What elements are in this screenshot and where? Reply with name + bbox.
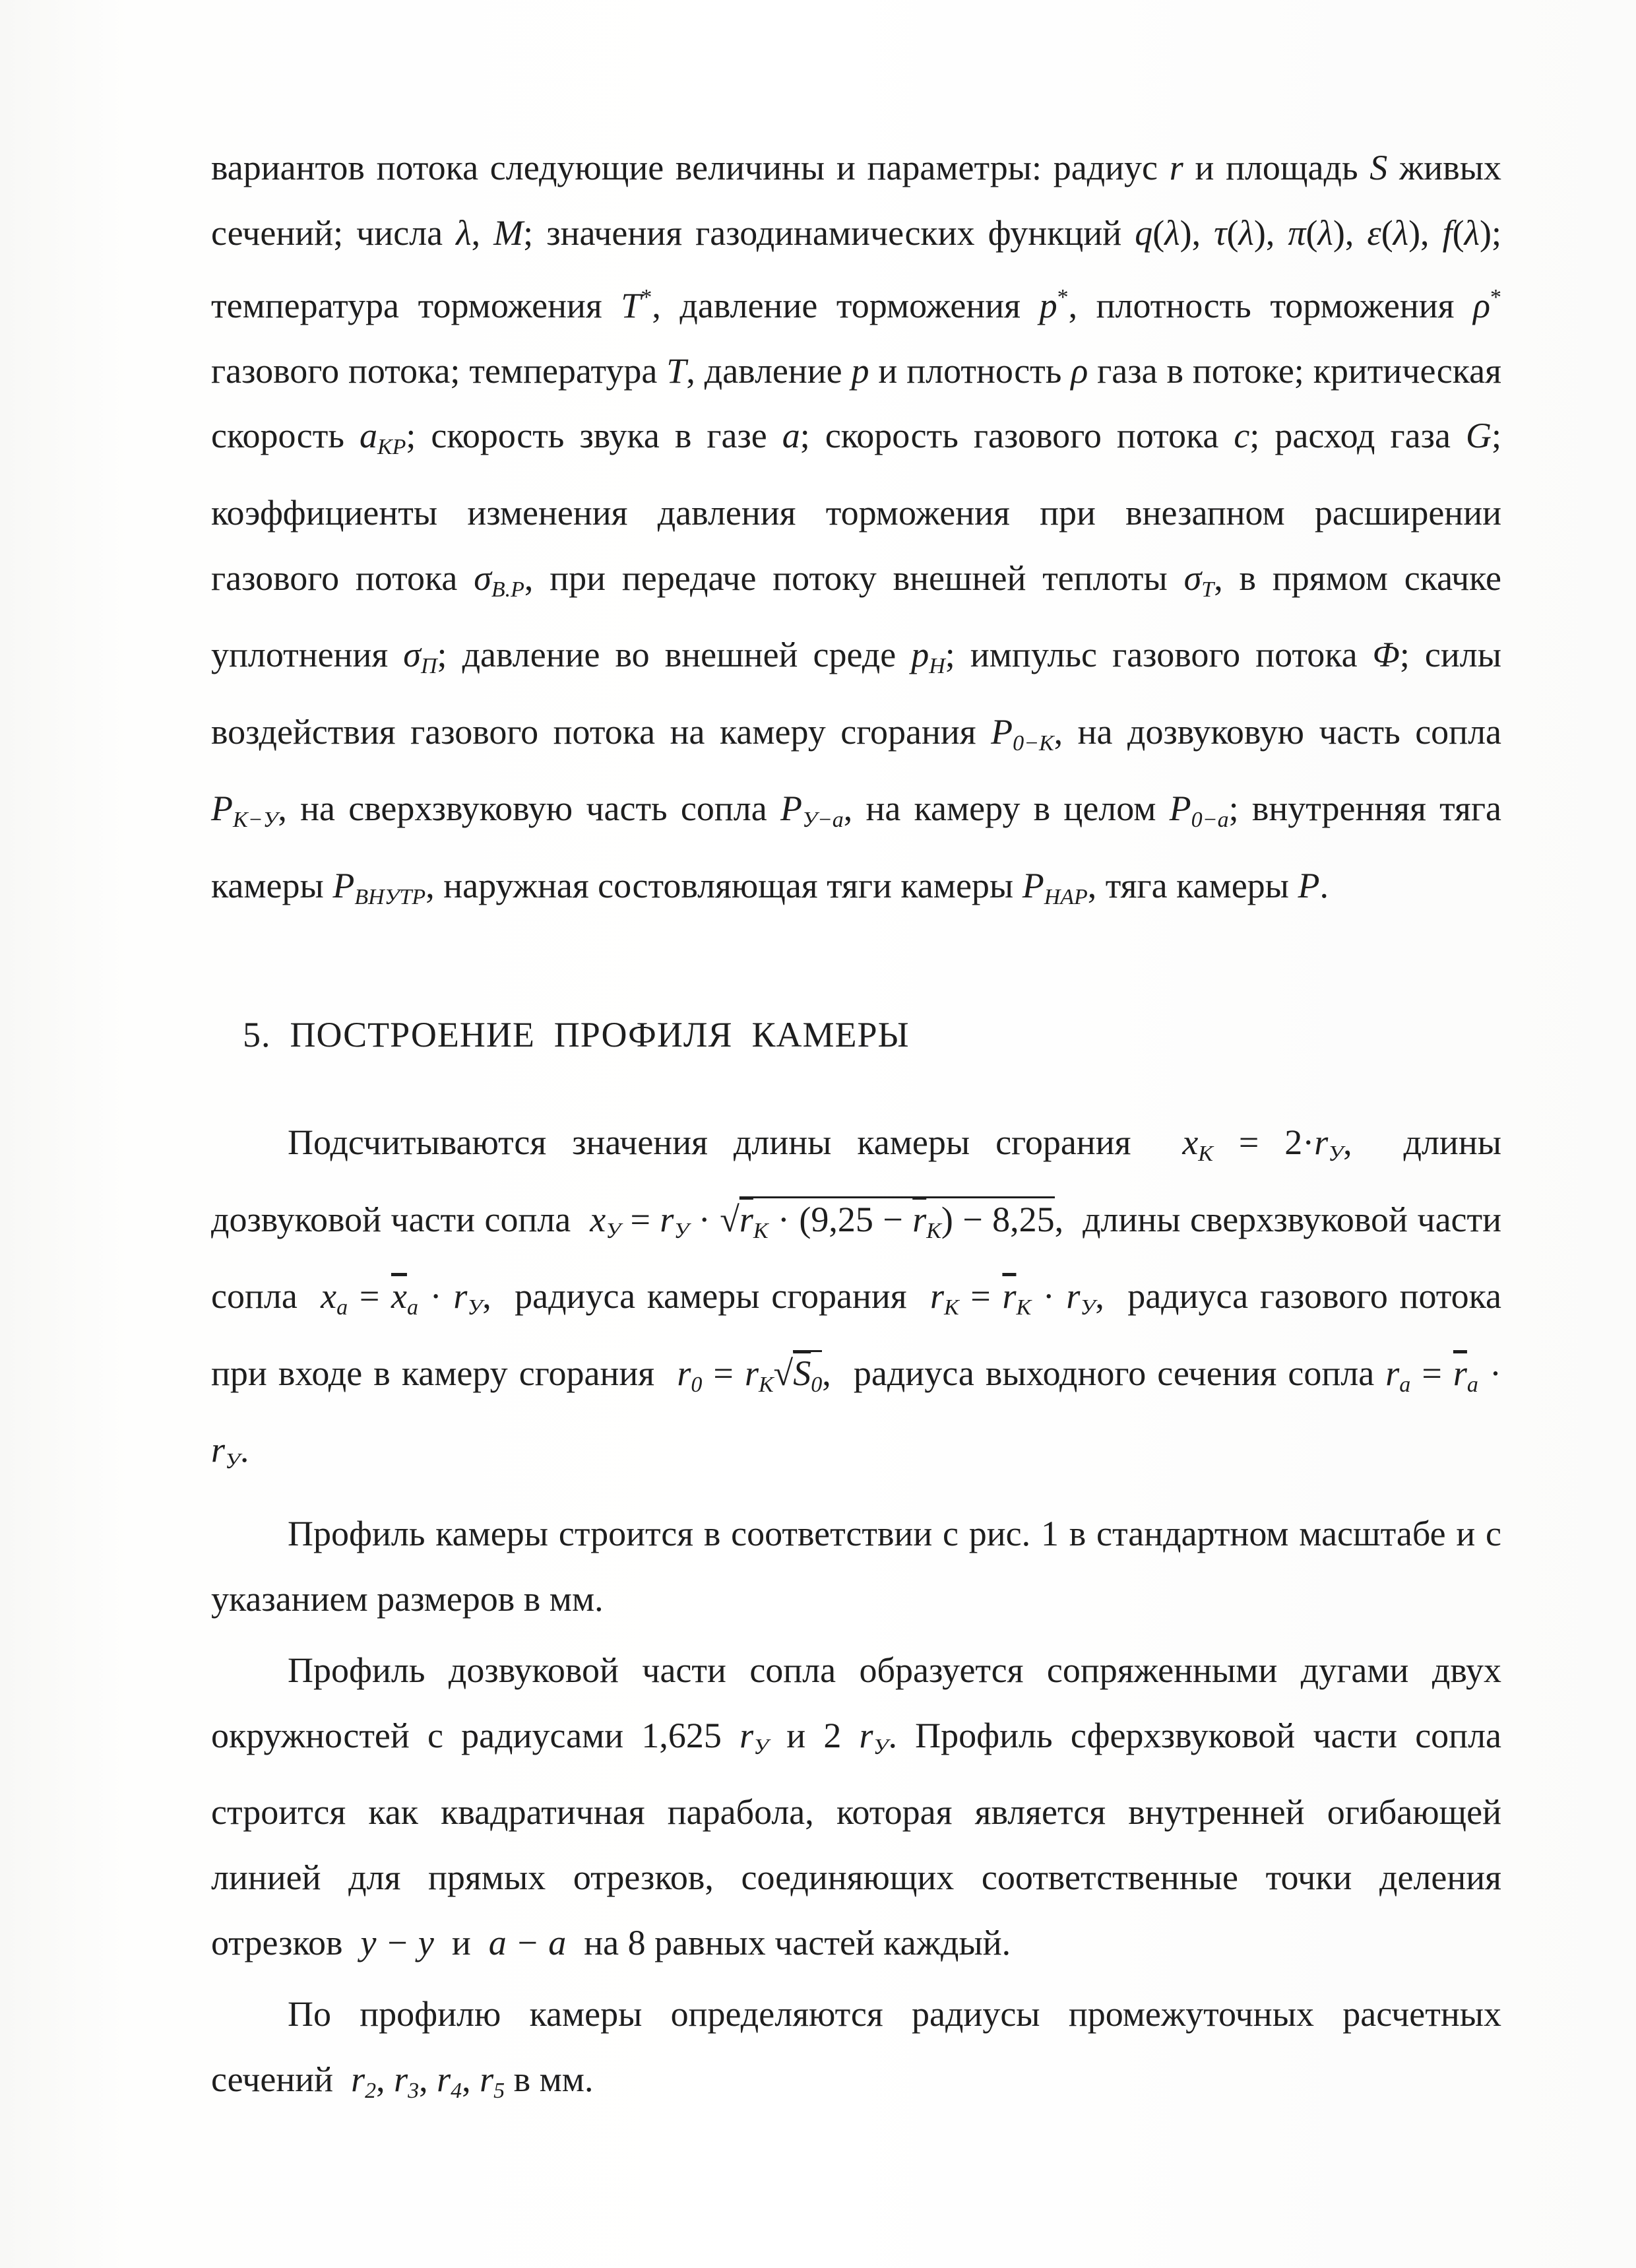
paragraph-parameters: вариантов потока следующие величины и параметры: радиус r и площадь S живых сечений; числа λ, M; значения газодинамических функций q(λ), τ(λ), π(λ), ε(λ), f(λ); температура торможения T*, давление торможения p*, плотность торможения ρ* газового потока; температура T, давление p и плотность ρ газа в потоке; критическая скорость $a_{КР}$; скорость звука в газе a; скорость газового потока c; расход газа G; коэффициенты изменения давления торможения при внезапном расширении газового потока $\sigma_{В.Р}$, при передаче потоку внешней теплоты $\sigma_Т$, в прямом скачке уплотнения $\sigma_П$; давление во внешней среде $p_Н$; импульс газового потока Φ; силы воздействия газового потока на камеру сгорания $P_{0-К}$, на дозвуковую часть сопла $P_{К-У}$, на сверхзвуковую часть сопла $P_{У-а}$, на камеру в целом $P_{0-а}$; внутренняя тяга камеры $P_{ВНУТР}$, наружная состовляющая тяги камеры $P_{НАР}$, тяга камеры P. xyxy=(211,148,1502,909)
paragraph-nozzle-profile: Профиль дозвуковой части сопла образуется сопряженными дугами двух окружностей с радиусами 1,625 $r_У$ и 2 $r_У$. Профиль сферхзвуковой части сопла строится как квадратичная парабола, которая является внутренней огибающей линией для прямых отрезков, соединяющих соответственные точки деления отрезков у − у и а − а на 8 равных частей каждый. xyxy=(211,1650,1501,1962)
paragraph-drawing-scale: Профиль камеры строится в соответствии с рис. 1 в стандартном масштабе и с указанием размеров в мм. xyxy=(211,1513,1501,1619)
section-4-continuation xyxy=(211,135,1501,930)
section-5-body xyxy=(211,1110,1501,2123)
paragraph-intermediate-radii: По профилю камеры определяются радиусы промежуточных расчетных сечений $r_2$, $r_3$, $r_4$, $r_5$ в мм. xyxy=(211,1994,1501,2103)
paragraph-dimensions: Подсчитываются значения длины камеры сгорания $x_К = 2\cdot r_У$, длины дозвуковой части сопла $x_У = r_У \cdot √r_К \cdot (9,25 - \overline{r}_К) - 8,25$, длины сверхзвуковой части сопла $x_а = \overline{x}_а \cdot r_У$, радиуса камеры сгорания $r_К = \overline{r}_К \cdot r_У$, радиуса газового потока при входе в камеру сгорания $r_0 = r_К√S_0$, радиуса выходного сечения сопла $r_а = \overline{r}_а \cdot r_У$. xyxy=(211,1122,1502,1474)
section-5-heading: 5. ПОСТРОЕНИЕ ПРОФИЛЯ КАМЕРЫ xyxy=(243,1015,910,1054)
